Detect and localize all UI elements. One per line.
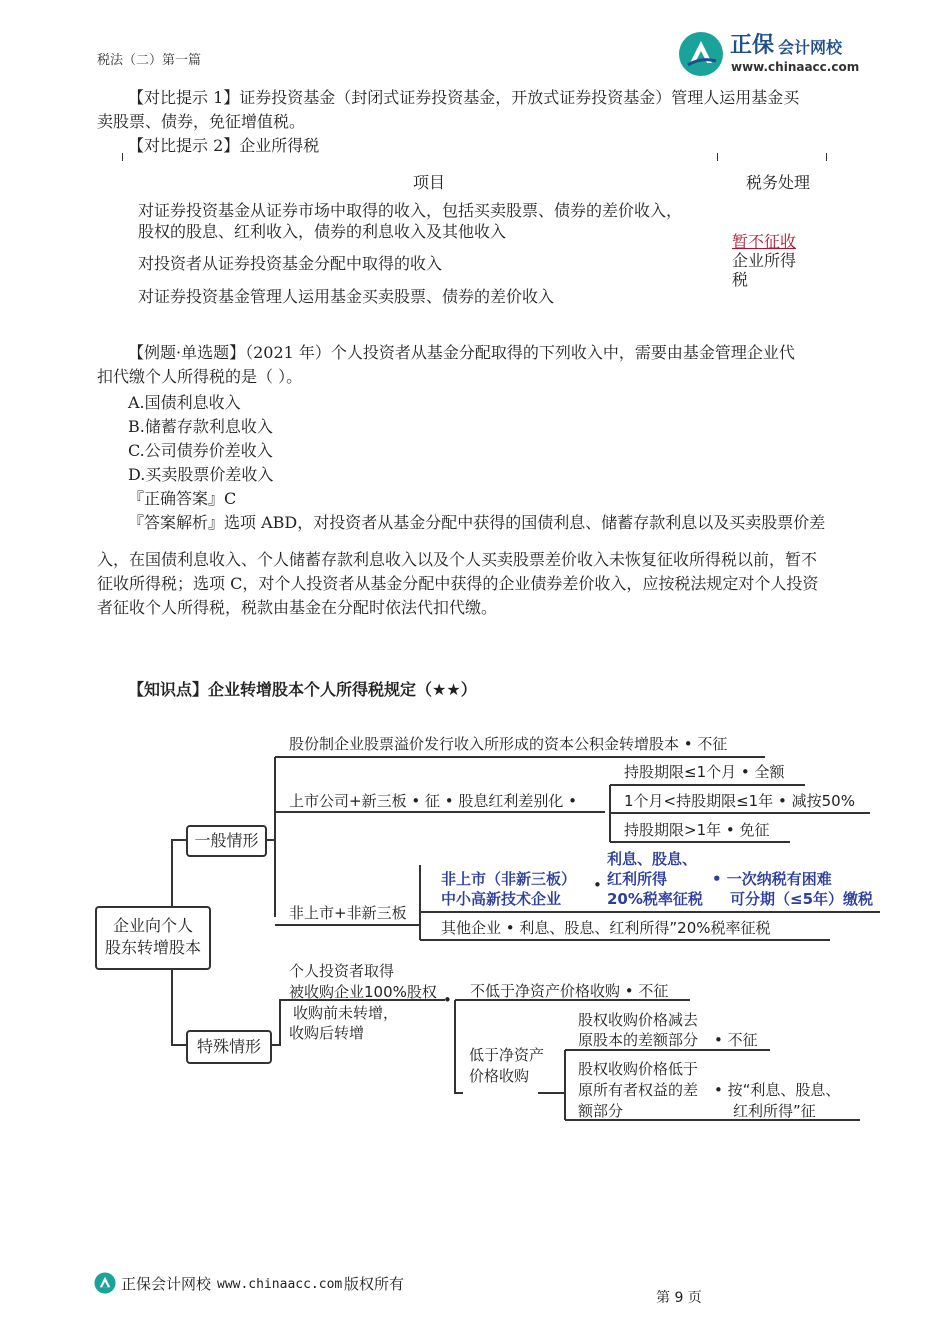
option-d: D.买卖股票价差收入 [128,465,274,484]
knowledge-title: 【知识点】企业转增股本个人所得税规定（★★） [128,680,477,699]
node-income-2: 红利所得 [607,870,668,888]
compare1-line1: 【对比提示 1】证券投资基金（封闭式证券投资基金，开放式证券投资基金）管理人运用基金买 [128,88,800,107]
correct-answer: 『正确答案』C [128,489,237,508]
tax-corp-1: 企业所得 [732,251,797,270]
node-nonlisted: 非上市+非新三板 [289,904,407,922]
node-hightech-2: 中小高新技术企业 [441,890,562,908]
node-diff1-tax: • 不征 [714,1031,758,1049]
footer [94,1272,424,1296]
root-line2: 股东转增股本 [104,938,201,957]
analysis-line2: 入，在国债利息收入、个人储蓄存款利息收入以及个人买卖股票差价收入未恢复征收所得税以前，暂不 [97,550,818,569]
node-acq-2: 被收购企业100%股权 [289,983,437,1001]
footer-page: 第 9 页 [656,1290,702,1306]
node-income-1: 利息、股息、 [607,850,698,868]
col-item: 项目 [413,173,446,192]
node-hold-3: 持股期限>1年 • 免征 [624,821,770,839]
mindmap-root [95,906,211,970]
node-listed: 上市公司+新三板 • 征 • 股息红利差别化 • [289,792,577,810]
node-capital-reserve: 股份制企业股票溢价发行收入所形成的资本公积金转增股本 • 不征 [289,735,728,753]
top-left-text: 税法（二）第一篇 [97,53,202,68]
footer-rights: 版权所有 [344,1275,405,1293]
node-below-1: 低于净资产 [469,1046,545,1064]
logo-brand-sub: 会计网校 [778,38,843,57]
node-diff2-c: 额部分 [578,1102,624,1120]
analysis-line4: 者征收个人所得税，税款由基金在分配时依法代扣代缴。 [97,598,498,617]
node-hightech-1: 非上市（非新三板） [441,870,577,888]
node-diff1-b: 原股本的差额部分 [578,1031,699,1049]
footer-site[interactable]: www.chinaacc.com [217,1277,343,1292]
logo-brand: 正保 [730,33,775,58]
tax-not-levied: 暂不征收 [732,232,797,251]
footer-brand: 正保会计网校 [121,1275,212,1293]
node-diff1-a: 股权收购价格减去 [578,1011,699,1029]
row3-text: 对证券投资基金管理人运用基金买卖股票、债券的差价收入 [138,287,555,306]
footer-logo-icon [94,1272,116,1294]
compare1-line2: 卖股票、债券，免征增值税。 [97,112,306,131]
node-hold-1: 持股期限≤1个月 • 全额 [624,763,785,781]
node-other-enterprise: 其他企业 • 利息、股息、红利所得”20%税率征税 [441,919,771,937]
row1-line-a: 对证券投资基金从证券市场中取得的收入，包括买卖股票、债券的差价收入， [138,201,683,220]
logo-url: www.chinaacc.com [731,60,860,74]
node-acq-1: 个人投资者取得 [289,962,395,980]
analysis-line1: 『答案解析』选项 ABD，对投资者从基金分配中获得的国债利息、储蓄存款利息以及买卖股票价差 [128,513,826,532]
option-c: C.公司债券价差收入 [128,441,273,460]
node-below-2: 价格收购 [469,1067,530,1085]
node-hold-2: 1个月<持股期限≤1年 • 减按50% [624,792,855,810]
compare2-title: 【对比提示 2】企业所得税 [128,136,320,155]
node-special: 特殊情形 [186,1030,272,1064]
dot-separator-acq: • [443,991,452,1009]
node-diff2-b: 原所有者权益的差 [578,1081,699,1099]
row1-line-b: 股权的股息、红利收入，债券的利息收入及其他收入 [138,222,507,241]
option-a: A.国债利息收入 [128,393,241,412]
node-general: 一般情形 [186,825,267,857]
node-acq-3: 收购前未转增， [293,1004,399,1022]
row2-text: 对投资者从证券投资基金分配中取得的收入 [138,254,443,273]
analysis-line3: 征收所得税；选项 C，对个人投资者从基金分配中获得的企业债券差价收入，应按税法规定对个人投资 [97,574,819,593]
example-line1: 【例题·单选题】（2021 年）个人投资者从基金分配取得的下列收入中，需要由基金管理企业代 [128,343,795,362]
root-line1: 企业向个人 [112,916,193,935]
node-not-below: 不低于净资产价格收购 • 不征 [470,982,669,1000]
node-diff2-tax-1: • 按“利息、股息、 [714,1081,841,1099]
col-tax: 税务处理 [746,173,811,192]
node-diff2-a: 股权收购价格低于 [578,1060,699,1078]
node-income-3: 20%税率征税 [607,890,703,908]
option-b: B.储蓄存款利息收入 [128,417,273,436]
dot-separator: • [593,876,602,894]
node-diff2-tax-2: 红利所得”征 [733,1102,816,1120]
node-pay-2: 可分期（≤5年）缴税 [730,890,874,908]
node-acq-4: 收购后转增 [289,1024,365,1042]
tax-corp-2: 税 [732,270,749,289]
example-line2: 扣代缴个人所得税的是（ ）。 [97,367,303,386]
node-pay-1: • 一次纳税有困难 [712,870,832,888]
